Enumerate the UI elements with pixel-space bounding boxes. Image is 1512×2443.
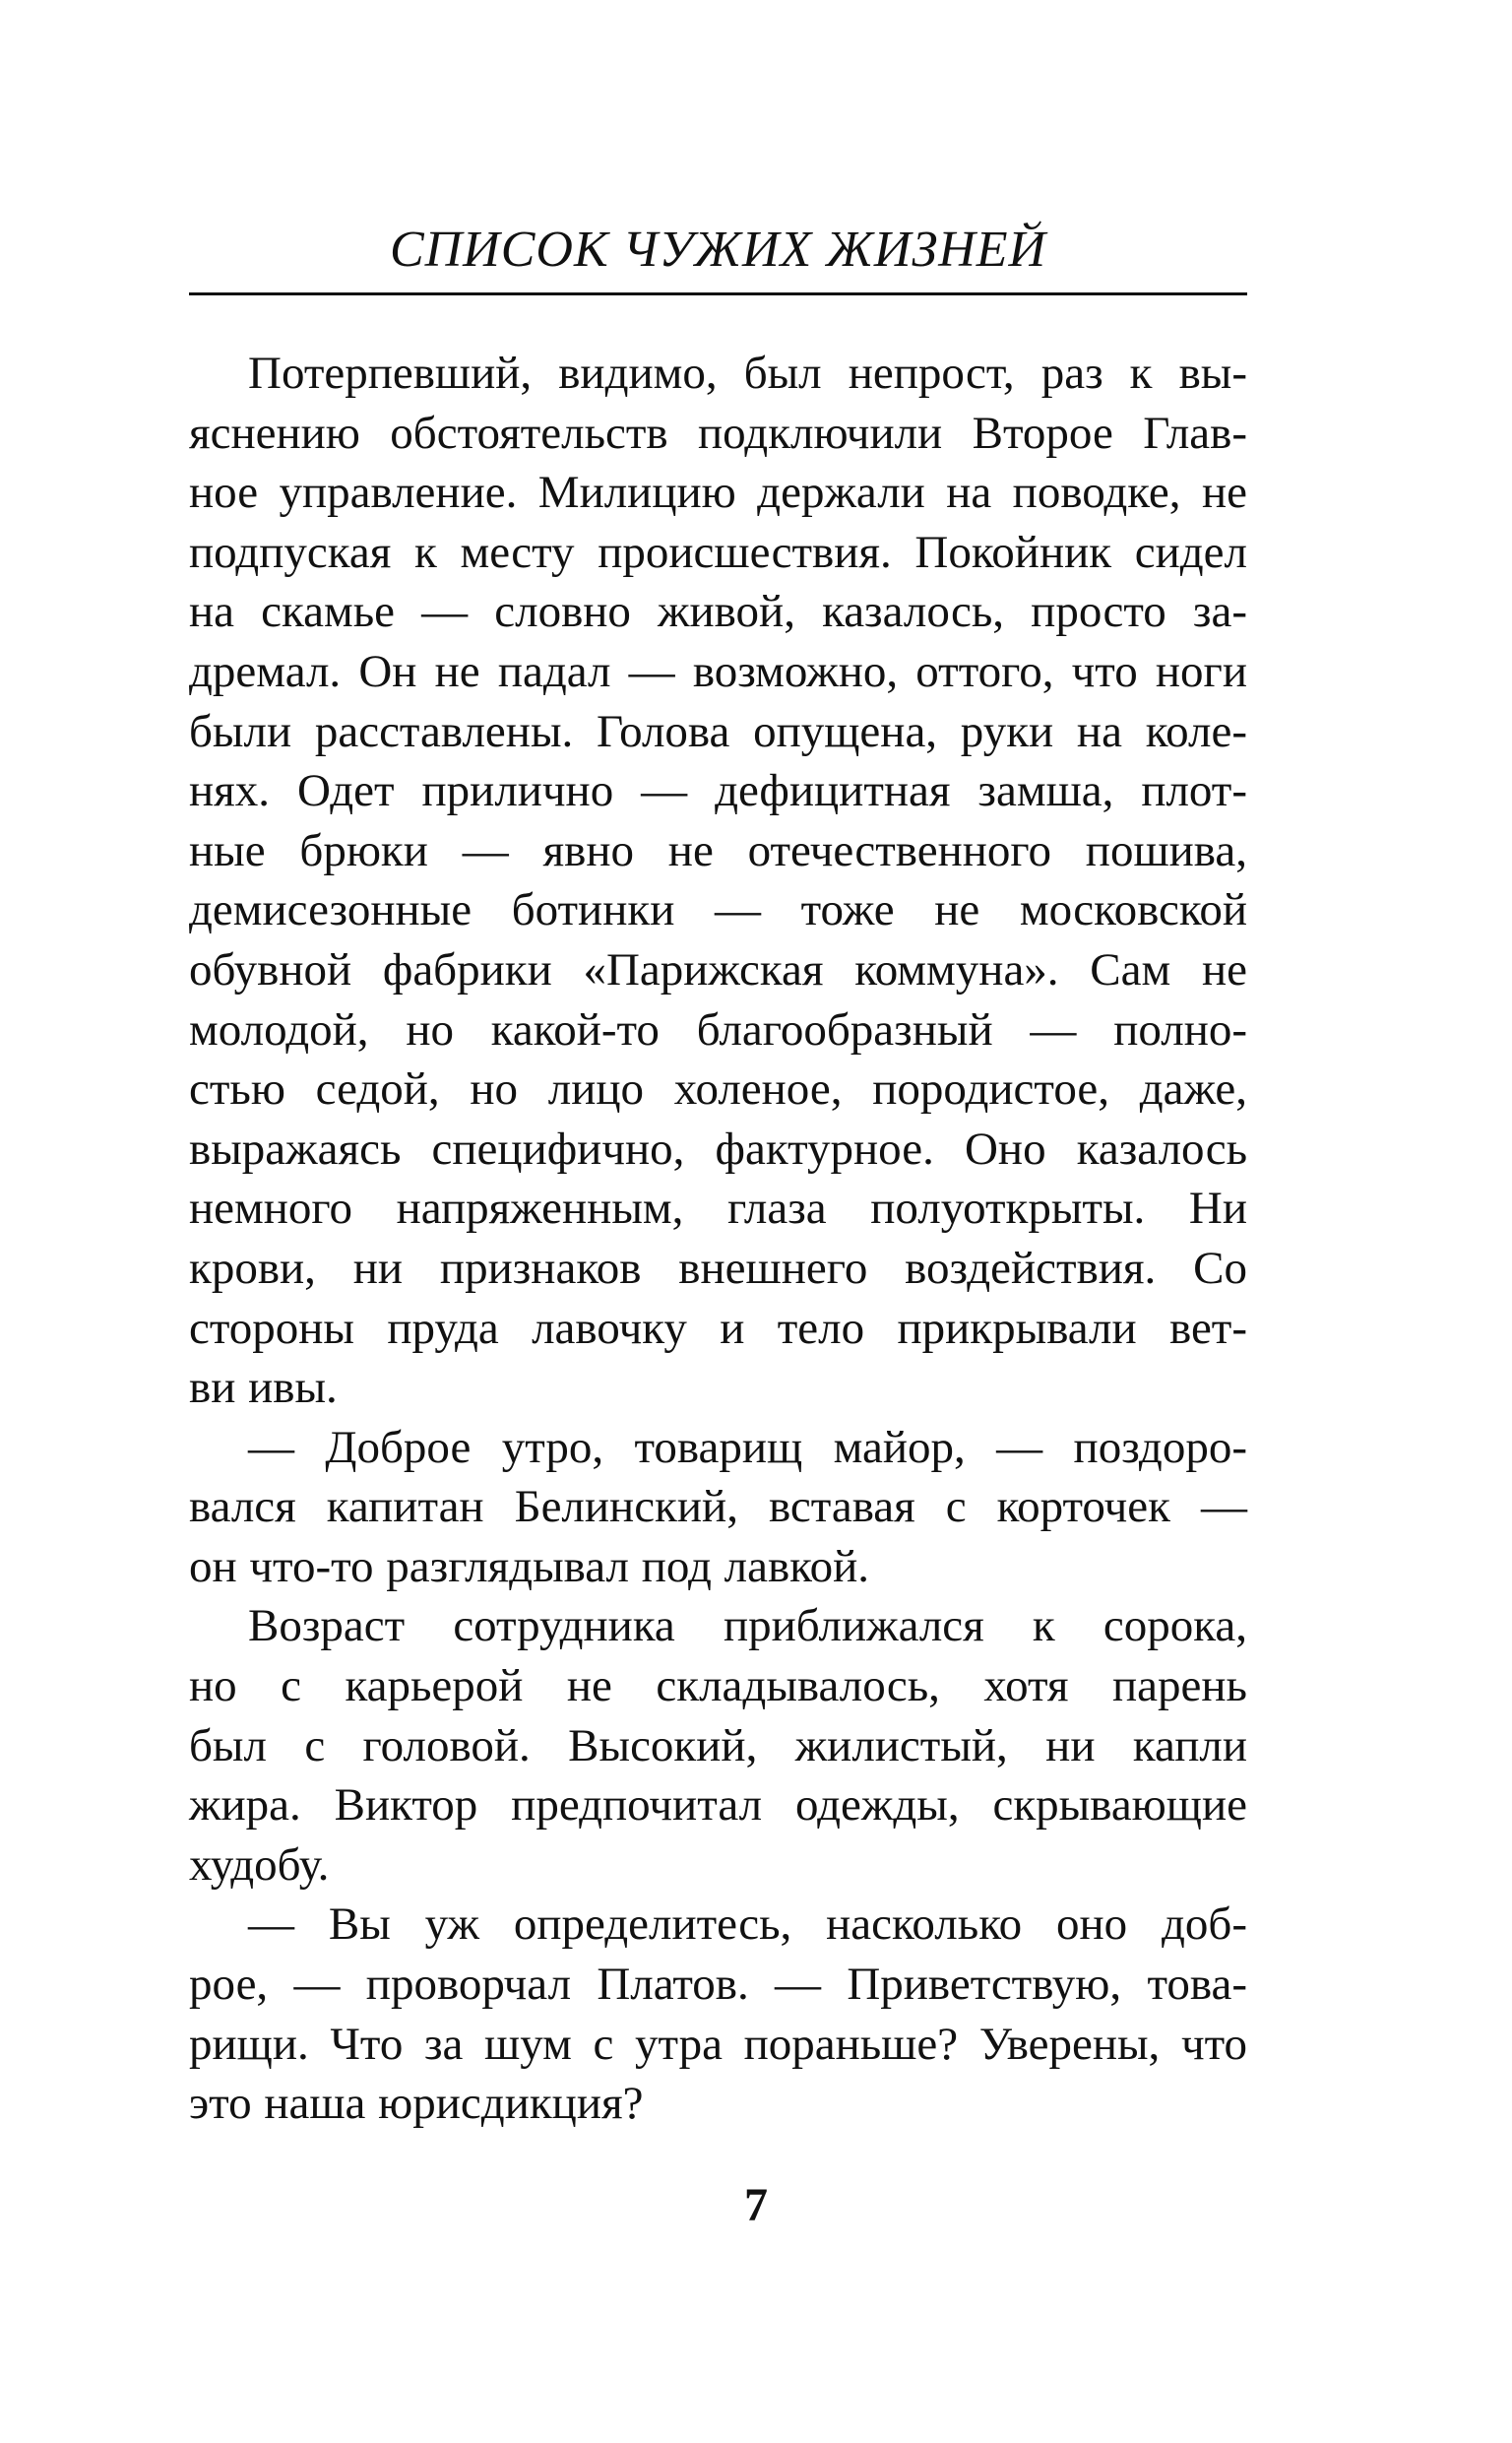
page-number: 7 [744, 2179, 768, 2231]
text-line: — Вы уж определитесь, насколько оно доб- [248, 1898, 1247, 1951]
text-line: стороны пруда лавочку и тело прикрывали вет- [189, 1302, 1247, 1354]
text-line: — Доброе утро, товарищ майор, — поздоро- [248, 1421, 1247, 1473]
paragraph [189, 1895, 1247, 2133]
text-line: рое, — проворчал Платов. — Приветствую, това- [189, 1959, 1247, 2011]
paragraph [189, 1596, 1247, 1895]
text-line: дремал. Он не падал — возможно, оттого, что ноги [189, 645, 1247, 697]
text-line: был с головой. Высокий, жилистый, ни капли [189, 1719, 1247, 1771]
text-line: он что-то разглядывал под лавкой. [189, 1540, 870, 1592]
text-line: ви ивы. [189, 1362, 338, 1414]
running-head: СПИСОК ЧУЖИХ ЖИЗНЕЙ [389, 222, 1047, 278]
text-line: ные брюки — явно не отечественного пошива, [189, 824, 1247, 876]
text-line: но с карьерой не складывалось, хотя парень [189, 1660, 1247, 1712]
text-line: обувной фабрики «Парижская коммуна». Сам не [189, 943, 1247, 996]
text-line: Возраст сотрудника приближался к сорока, [248, 1600, 1247, 1652]
text-line: подпуская к месту происшествия. Покойник сидел [189, 526, 1247, 578]
text-line: ное управление. Милицию держали на поводке, не [189, 467, 1247, 519]
text-line: были расставлены. Голова опущена, руки на коле- [189, 705, 1247, 757]
text-line: худобу. [189, 1838, 330, 1891]
text-line: яснению обстоятельств подключили Второе Глав- [189, 407, 1247, 459]
text-line: на скамье — словно живой, казалось, просто за- [189, 586, 1247, 638]
text-line: рищи. Что за шум с утра пораньше? Уверены, что [189, 2018, 1247, 2070]
text-line: вался капитан Белинский, вставая с корточек — [189, 1481, 1247, 1533]
text-line: молодой, но какой-то благообразный — полно- [189, 1003, 1247, 1056]
body-text [189, 344, 1247, 2134]
text-line: жира. Виктор предпочитал одежды, скрывающие [189, 1779, 1247, 1832]
header-rule [189, 292, 1247, 295]
text-line: выражаясь специфично, фактурное. Оно казалось [189, 1123, 1247, 1175]
text-line: это наша юрисдикция? [189, 2078, 644, 2130]
text-line: крови, ни признаков внешнего воздействия. Со [189, 1242, 1247, 1294]
text-line: немного напряженным, глаза полуоткрыты. Ни [189, 1183, 1247, 1235]
text-line: Потерпевший, видимо, был непрост, раз к вы- [248, 348, 1247, 399]
paragraph [189, 344, 1247, 1418]
paragraph [189, 1418, 1247, 1597]
text-line: стью седой, но лицо холеное, породистое, даже, [189, 1063, 1247, 1116]
text-line: демисезонные ботинки — тоже не московской [189, 884, 1247, 936]
text-line: нях. Одет прилично — дефицитная замша, плот- [189, 765, 1247, 817]
